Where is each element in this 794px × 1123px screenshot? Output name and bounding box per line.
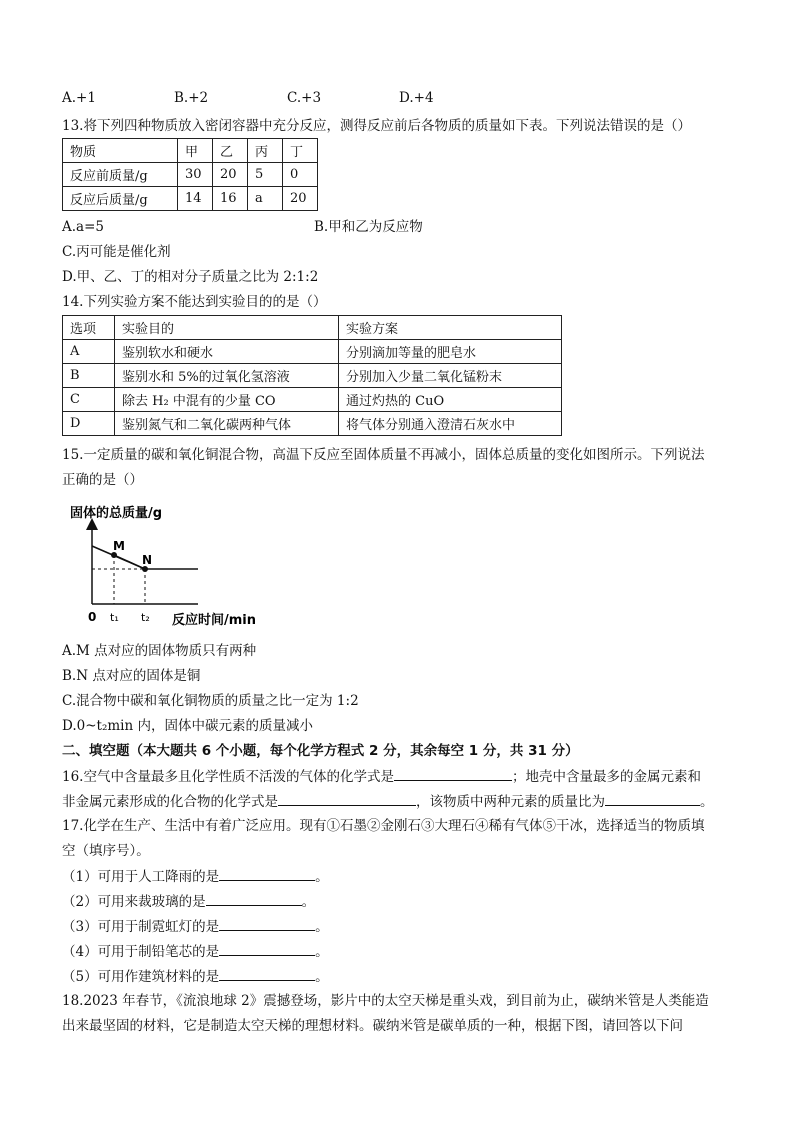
- table-cell: 反应后质量/g: [63, 187, 178, 211]
- section-heading: 二、填空题（本大题共 6 个小题，每个化学方程式 2 分，其余每空 1 分，共 31 分）: [62, 743, 579, 759]
- q17-item-end: 。: [315, 869, 329, 885]
- chart-ylabel: 固体的总质量/g: [70, 506, 163, 521]
- q17-item-text: （5）可用作建筑材料的是: [62, 969, 220, 985]
- answer-blank[interactable]: [219, 916, 315, 931]
- x-tick-t2: t₂: [141, 611, 150, 624]
- table-cell: a: [248, 187, 283, 211]
- table-row: [63, 412, 562, 436]
- table-row: [63, 316, 562, 340]
- q13-option-a: A.a=5: [62, 219, 104, 235]
- q15-option-b: B.N 点对应的固体是铜: [62, 668, 201, 684]
- table-cell: 鉴别软水和硬水: [115, 340, 339, 364]
- q17-item-text: （1）可用于人工降雨的是: [62, 869, 220, 885]
- q17-item-end: 。: [315, 969, 329, 985]
- q15-option-d: D.0~t₂min 内，固体中碳元素的质量减小: [62, 718, 313, 734]
- q16-text: 非金属元素形成的化合物的化学式是: [62, 794, 278, 810]
- table-cell: 30: [178, 163, 213, 187]
- q17-item: [62, 866, 329, 887]
- q12-option-c: C.+3: [287, 90, 322, 106]
- q12-option-d: D.+4: [399, 90, 434, 106]
- answer-blank[interactable]: [219, 866, 315, 881]
- q17-item-end: 。: [315, 919, 329, 935]
- q16-text: ；地壳中含量最多的金属元素和: [511, 769, 701, 785]
- q14-table: [62, 315, 562, 436]
- table-cell: A: [63, 340, 115, 364]
- mass-curve-decline: [114, 555, 145, 569]
- table-cell: 乙: [213, 139, 248, 163]
- q12-option-a: A.+1: [62, 90, 96, 106]
- q17-stem-line2: 空（填序号）。: [62, 843, 150, 859]
- origin-label: 0: [88, 610, 97, 624]
- q17-stem-line1: 17.化学在生产、生活中有着广泛应用。现有①石墨②金刚石③大理石④稀有气体⑤干冰，选择适当的物质填: [62, 818, 705, 834]
- table-row: [63, 163, 318, 187]
- q17-item-end: 。: [301, 894, 316, 910]
- table-cell: 反应前质量/g: [63, 163, 178, 187]
- q17-item-text: （3）可用于制霓虹灯的是: [62, 919, 220, 935]
- chart-xlabel: 反应时间/min: [172, 613, 257, 628]
- q15-option-c: C.混合物中碳和氧化铜物质的质量之比一定为 1:2: [62, 693, 359, 709]
- q14-stem: 14.下列实验方案不能达到实验目的的是（）: [62, 294, 327, 310]
- q17-item-text: （4）可用于制铅笔芯的是: [62, 944, 220, 960]
- q17-item: [62, 891, 315, 912]
- q13-option-c: C.丙可能是催化剂: [62, 244, 171, 260]
- table-cell: C: [63, 388, 115, 412]
- q15-stem-line2: 正确的是（）: [62, 472, 143, 488]
- q15-option-a: A.M 点对应的固体物质只有两种: [62, 643, 257, 659]
- table-cell: 分别加入少量二氧化锰粉末: [339, 364, 562, 388]
- q16-text: 。: [700, 794, 714, 810]
- q18-line2: 出来最坚固的材料，它是制造太空天梯的理想材料。碳纳米管是碳单质的一种，根据下图，请回答以下问: [62, 1018, 683, 1034]
- q13-option-b: B.甲和乙为反应物: [314, 219, 423, 235]
- table-cell: 16: [213, 187, 248, 211]
- q17-item: [62, 941, 329, 962]
- answer-blank[interactable]: [278, 791, 416, 806]
- q18-line1: 18.2023 年春节，《流浪地球 2》震撼登场，影片中的太空天梯是重头戏，到目前为止，碳纳米管是人类能造: [62, 993, 709, 1009]
- answer-blank[interactable]: [605, 791, 700, 806]
- table-cell: 丁: [283, 139, 318, 163]
- q17-item: [62, 916, 329, 937]
- answer-blank[interactable]: [219, 941, 315, 956]
- q16-text: 16.空气中含量最多且化学性质不活泼的气体的化学式是: [62, 769, 394, 785]
- table-row: [63, 340, 562, 364]
- table-cell: D: [63, 412, 115, 436]
- table-cell: 5: [248, 163, 283, 187]
- q12-option-b: B.+2: [174, 90, 209, 106]
- q16-line2: [62, 791, 714, 812]
- q13-option-d: D.甲、乙、丁的相对分子质量之比为 2:1:2: [62, 269, 319, 285]
- q17-item-text: （2）可用来裁玻璃的是: [62, 894, 206, 910]
- table-cell: 实验目的: [115, 316, 339, 340]
- table-cell: 将气体分别通入澄清石灰水中: [339, 412, 562, 436]
- q15-stem-line1: 15.一定质量的碳和氧化铜混合物，高温下反应至固体质量不再减小，固体总质量的变化如图所示。下列说法: [62, 447, 705, 463]
- q17-item-end: 。: [315, 944, 329, 960]
- table-row: [63, 364, 562, 388]
- mass-time-chart: [62, 498, 272, 633]
- table-cell: 鉴别氮气和二氧化碳两种气体: [115, 412, 339, 436]
- table-cell: 除去 H₂ 中混有的少量 CO: [115, 388, 339, 412]
- q16-line1: [62, 766, 701, 787]
- answer-blank[interactable]: [219, 966, 315, 981]
- table-cell: 20: [283, 187, 318, 211]
- q13-stem: 13.将下列四种物质放入密闭容器中充分反应，测得反应前后各物质的质量如下表。下列说法错误的是（）: [62, 118, 691, 134]
- table-cell: 丙: [248, 139, 283, 163]
- table-cell: 20: [213, 163, 248, 187]
- table-cell: 鉴别水和 5%的过氧化氢溶液: [115, 364, 339, 388]
- table-cell: 14: [178, 187, 213, 211]
- table-cell: 实验方案: [339, 316, 562, 340]
- table-row: [63, 139, 318, 163]
- answer-blank[interactable]: [394, 766, 512, 781]
- table-cell: 甲: [178, 139, 213, 163]
- table-row: [63, 187, 318, 211]
- table-row: [63, 388, 562, 412]
- q17-item: [62, 966, 329, 987]
- point-m-label: M: [113, 539, 125, 553]
- table-cell: 通过灼热的 CuO: [339, 388, 562, 412]
- q13-table: [62, 138, 318, 211]
- table-cell: 选项: [63, 316, 115, 340]
- x-tick-t1: t₁: [110, 611, 119, 624]
- q16-text: ，该物质中两种元素的质量比为: [416, 794, 605, 810]
- point-n-label: N: [142, 553, 153, 567]
- table-cell: 物质: [63, 139, 178, 163]
- table-cell: B: [63, 364, 115, 388]
- table-cell: 0: [283, 163, 318, 187]
- answer-blank[interactable]: [206, 891, 302, 906]
- table-cell: 分别滴加等量的肥皂水: [339, 340, 562, 364]
